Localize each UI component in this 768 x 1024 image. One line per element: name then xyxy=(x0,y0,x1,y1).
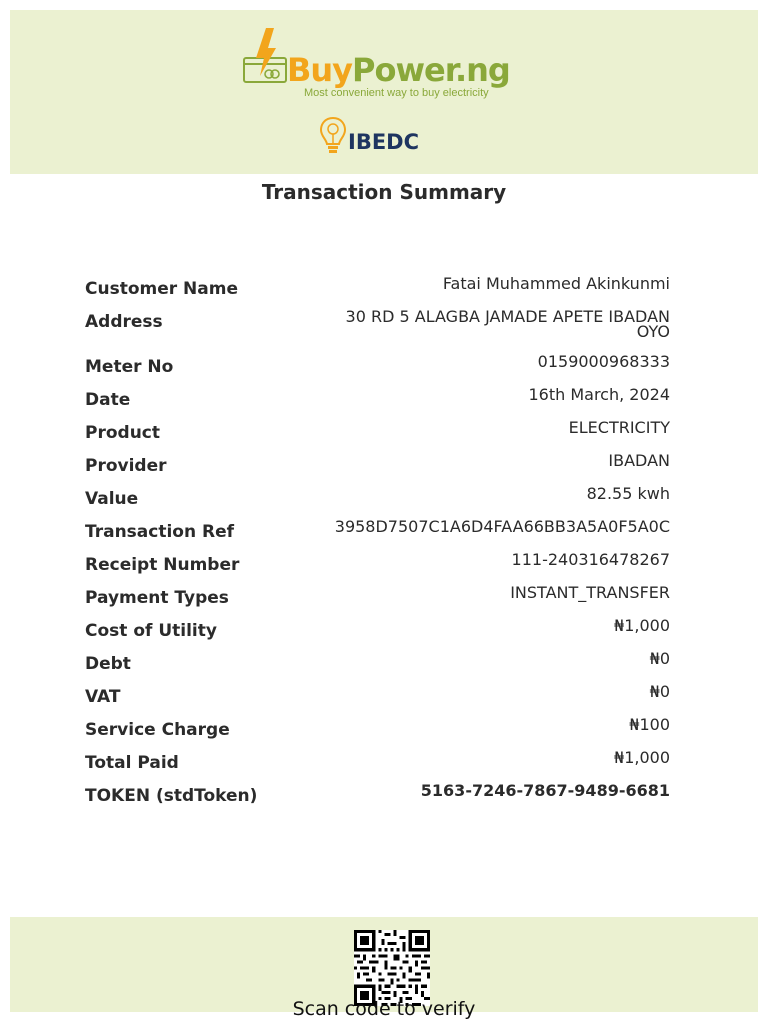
value-customer-name: Fatai Muhammed Akinkunmi xyxy=(442,274,670,293)
brand-name xyxy=(287,50,510,90)
label-date: Date xyxy=(85,390,131,410)
value-provider: IBADAN xyxy=(608,451,670,470)
value-product: ELECTRICITY xyxy=(568,418,670,437)
value-date: 16th March, 2024 xyxy=(528,385,670,404)
brand-name-power: Power.ng xyxy=(352,51,510,89)
value-token: 5163-7246-7867-9489-6681 xyxy=(420,781,670,800)
label-debt: Debt xyxy=(85,654,131,674)
disco-name: IBEDC xyxy=(348,130,420,154)
label-total-paid: Total Paid xyxy=(85,753,179,773)
value-receipt-number: 111-240316478267 xyxy=(511,550,670,569)
label-address: Address xyxy=(85,312,163,332)
label-vat: VAT xyxy=(85,687,121,707)
buypower-logo xyxy=(242,28,532,103)
value-value: 82.55 kwh xyxy=(586,484,670,503)
label-token: TOKEN (stdToken) xyxy=(85,786,258,806)
label-cost-of-utility: Cost of Utility xyxy=(85,621,217,641)
lightning-card-icon xyxy=(242,28,290,86)
label-receipt-number: Receipt Number xyxy=(85,555,240,575)
scan-to-verify-text: Scan code to verify xyxy=(292,998,476,1020)
lightbulb-icon xyxy=(320,116,346,156)
label-product: Product xyxy=(85,423,160,443)
brand-name-buy: Buy xyxy=(287,51,353,89)
label-transaction-ref: Transaction Ref xyxy=(85,522,235,542)
value-debt: ₦0 xyxy=(649,649,670,668)
ibedc-logo xyxy=(320,114,419,158)
value-address: 30 RD 5 ALAGBA JAMADE APETE IBADAN OYO xyxy=(345,307,670,341)
page-title: Transaction Summary xyxy=(261,180,507,204)
value-transaction-ref: 3958D7507C1A6D4FAA66BB3A5A0F5A0C xyxy=(334,517,670,536)
label-provider: Provider xyxy=(85,456,167,476)
value-cost-of-utility: ₦1,000 xyxy=(614,616,670,635)
label-value: Value xyxy=(85,489,139,509)
value-payment-types: INSTANT_TRANSFER xyxy=(510,583,670,602)
label-customer-name: Customer Name xyxy=(85,279,238,299)
label-service-charge: Service Charge xyxy=(85,720,230,740)
label-payment-types: Payment Types xyxy=(85,588,229,608)
brand-tagline: Most convenient way to buy electricity xyxy=(304,87,489,99)
label-meter-no: Meter No xyxy=(85,357,174,377)
value-service-charge: ₦100 xyxy=(629,715,670,734)
qr-code-icon[interactable] xyxy=(354,930,430,1006)
value-meter-no: 0159000968333 xyxy=(537,352,670,371)
value-total-paid: ₦1,000 xyxy=(614,748,670,767)
value-vat: ₦0 xyxy=(649,682,670,701)
